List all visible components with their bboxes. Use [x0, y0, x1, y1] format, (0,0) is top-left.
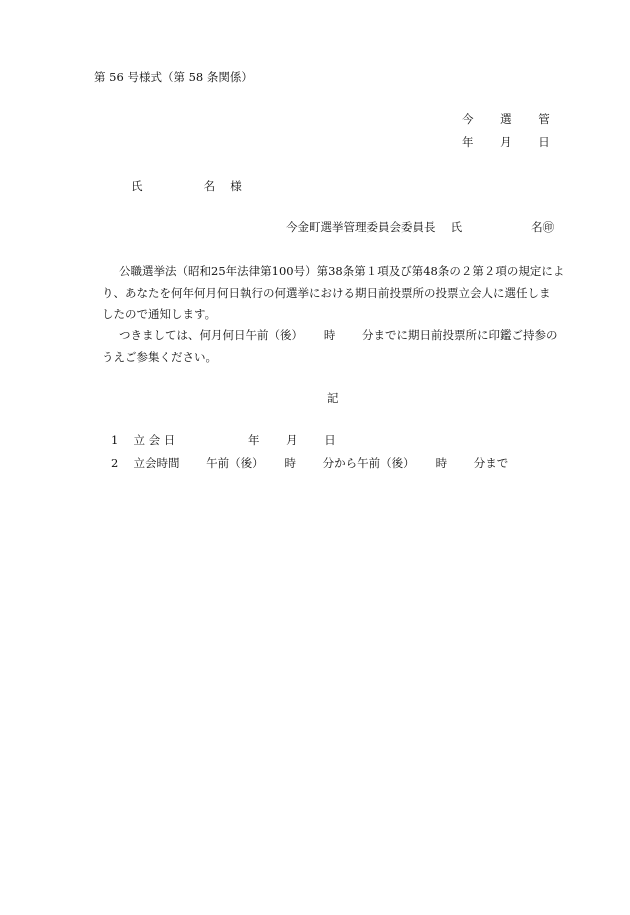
body-line: したので通知します。 — [102, 307, 217, 321]
body-line: 公職選挙法（昭和25年法律第100号）第38条第１項及び第48条の２第２項の規定によ — [119, 264, 565, 278]
body-line: り、あなたを何年何月何日執行の何選挙における期日前投票所の投票立会人に選任しま — [102, 286, 551, 300]
document-number: 今 選 管 — [462, 112, 550, 126]
body-line: うえご参集ください。 — [102, 350, 217, 364]
item-attendance-date: 1 立 会 日 年 月 日 — [111, 433, 336, 447]
section-marker: 記 — [327, 391, 339, 405]
sender-signature: 今金町選挙管理委員会委員長 氏 名㊞ — [286, 220, 555, 234]
document-date: 年 月 日 — [462, 135, 550, 149]
item-attendance-time: 2 立会時間 午前（後） 時 分から午前（後） 時 分まで — [111, 456, 509, 470]
body-line: つきましては、何月何日午前（後） 時 分までに期日前投票所に印鑑ご持参の — [119, 328, 558, 342]
form-number: 第 56 号様式（第 58 条関係） — [94, 70, 253, 84]
recipient-name: 氏 名 様 — [131, 179, 242, 193]
